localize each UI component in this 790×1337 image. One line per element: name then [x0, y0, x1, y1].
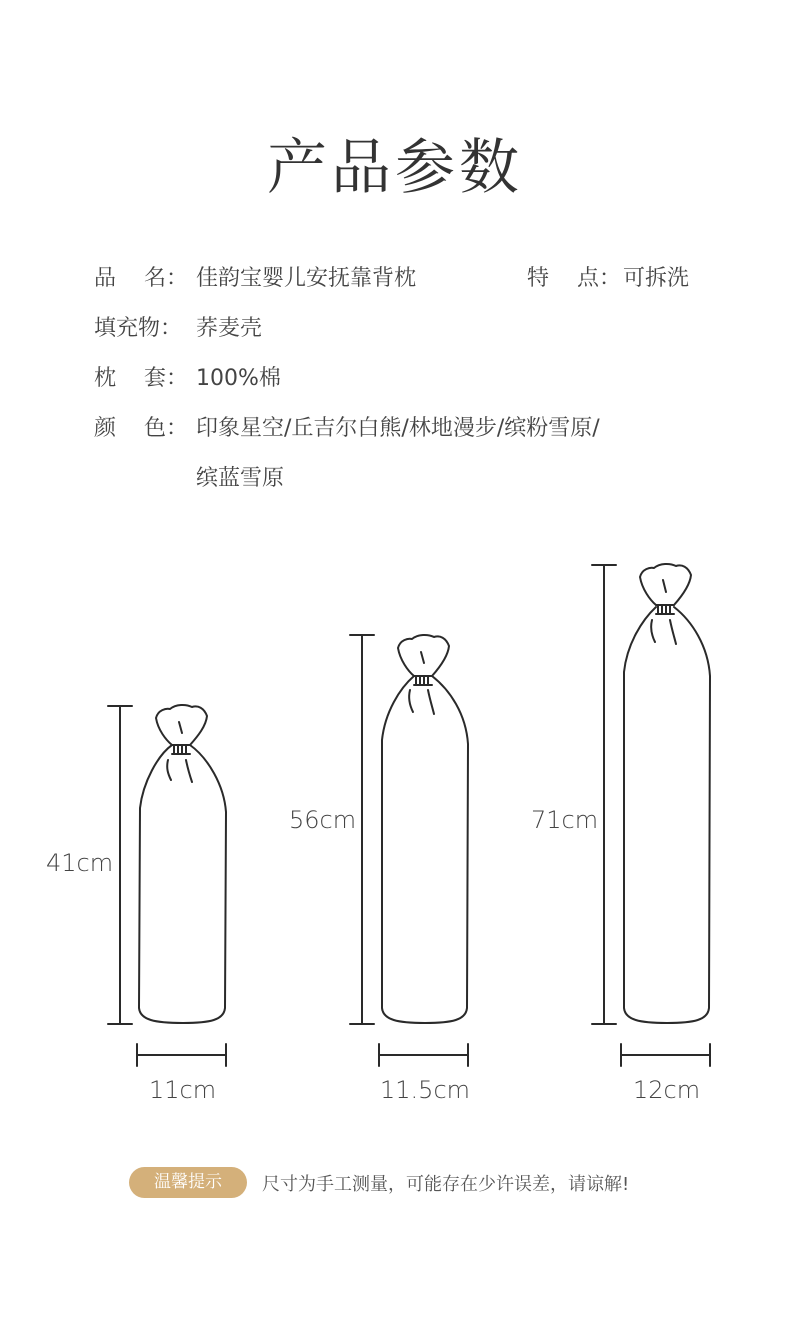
tip-badge: 温馨提示: [129, 1167, 247, 1198]
spec-value: 100%棉: [196, 366, 281, 391]
spec-cover-row: [94, 361, 281, 392]
width-dimension-large: [621, 1044, 710, 1066]
page-title: 产品参数: [267, 133, 523, 203]
spec-value: 缤蓝雪原: [196, 466, 285, 491]
spec-value: 可拆洗: [623, 266, 690, 291]
width-label-medium: 11.5cm: [380, 1076, 471, 1104]
height-dimension-large: [592, 565, 616, 1024]
spec-color-row: [94, 411, 600, 442]
spec-label: 填充物：: [94, 316, 183, 341]
pillow-large-illustration: [624, 564, 710, 1023]
pillow-medium-illustration: [382, 635, 468, 1023]
pillow-size-diagram: [0, 540, 790, 1120]
spec-feature-row: [527, 261, 689, 292]
spec-color-row-continued: [196, 461, 284, 492]
width-dimension-medium: [379, 1044, 468, 1066]
spec-name-row: [94, 261, 416, 292]
spec-label: 特 点：: [527, 266, 621, 291]
spec-label: 枕 套：: [94, 366, 188, 391]
spec-label: 颜 色：: [94, 416, 188, 441]
height-label-large: 71cm: [531, 806, 599, 834]
tip-text: 尺寸为手工测量，可能存在少许误差，请谅解!: [262, 1174, 630, 1195]
spec-value: 荞麦壳: [196, 316, 263, 341]
pillow-small-illustration: [139, 705, 226, 1023]
width-label-large: 12cm: [633, 1076, 701, 1104]
spec-label: 品 名：: [94, 266, 188, 291]
width-label-small: 11cm: [149, 1076, 217, 1104]
spec-value: 佳韵宝婴儿安抚靠背枕: [196, 266, 417, 291]
height-label-medium: 56cm: [289, 806, 357, 834]
height-label-small: 41cm: [46, 849, 114, 877]
width-dimension-small: [137, 1044, 226, 1066]
spec-value: 印象星空/丘吉尔白熊/林地漫步/缤粉雪原/: [196, 416, 600, 441]
spec-filling-row: [94, 311, 262, 342]
